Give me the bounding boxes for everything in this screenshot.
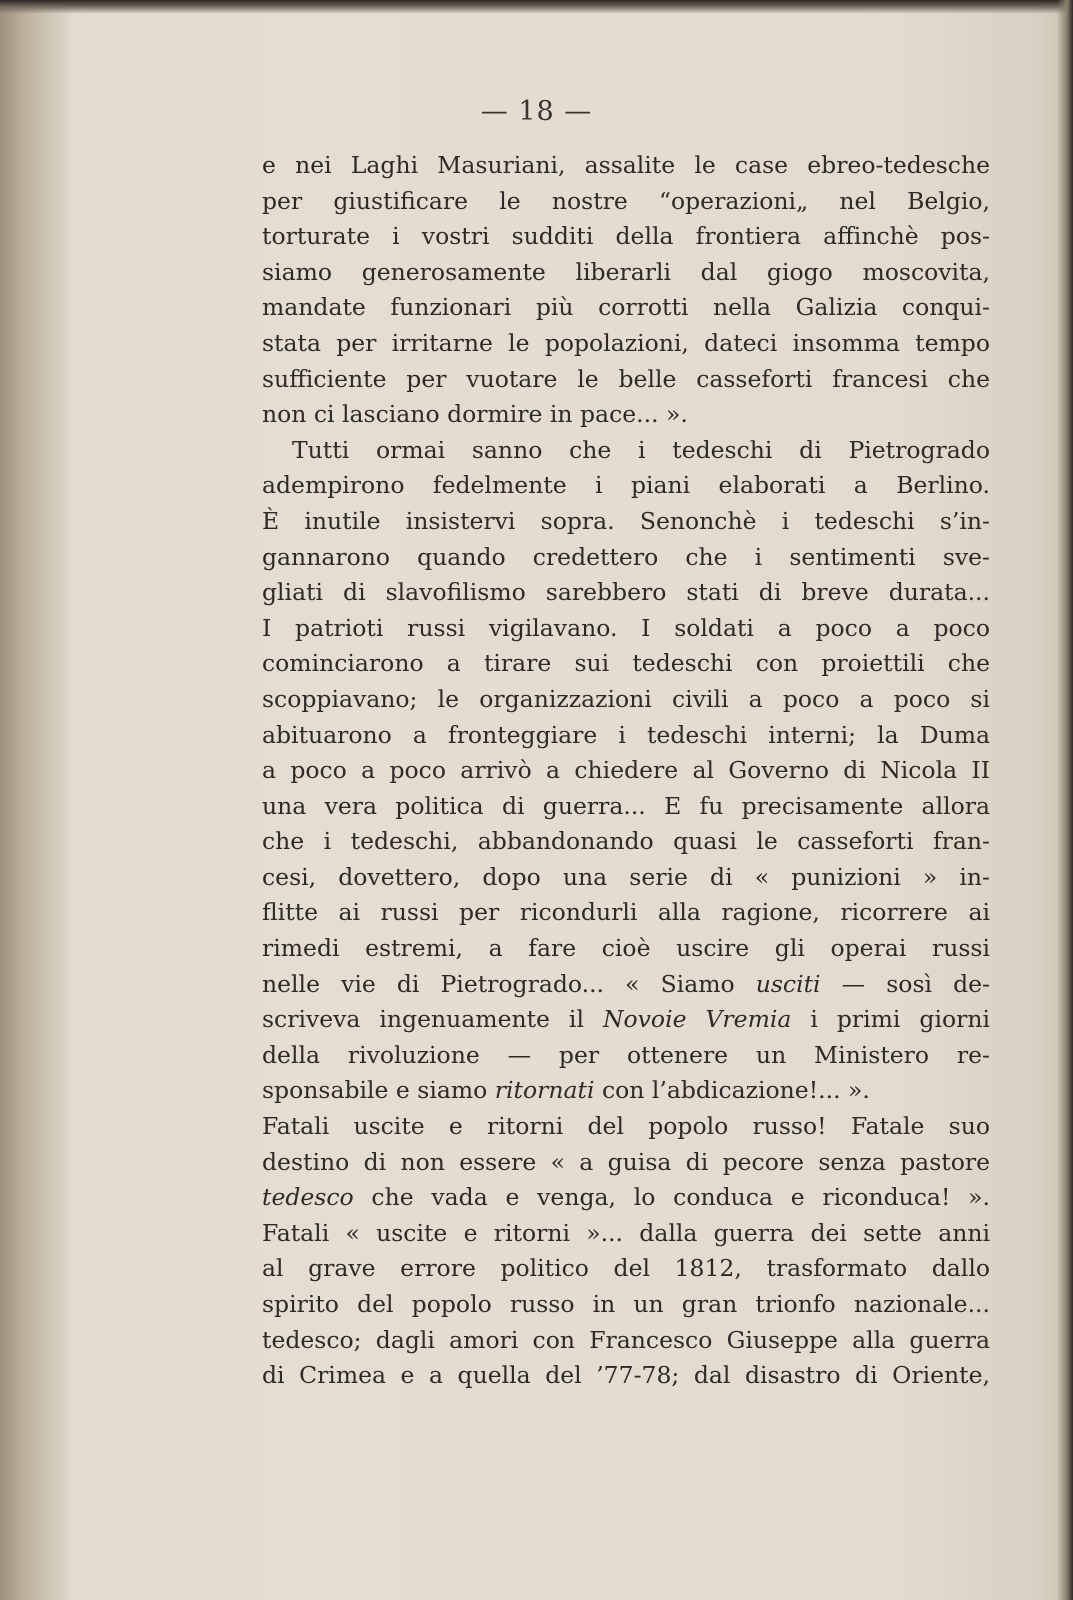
text-line: rimedi estremi, a fare cioè uscire gli operai russi — [262, 934, 990, 963]
text-line: Fatali « uscite e ritorni »... dalla guerra dei sette anni — [262, 1218, 990, 1247]
page-right-edge — [1057, 0, 1073, 1600]
text-segment: — sosì de- — [820, 969, 990, 998]
text-line: non ci lasciano dormire in pace... ». — [262, 400, 688, 429]
text-segment: scriveva ingenuamente il — [262, 1005, 603, 1034]
text-line: gliati di slavofilismo sarebbero stati di breve durata... — [262, 578, 990, 607]
text-line-mixed — [262, 1180, 990, 1216]
text-line: torturate i vostri sudditi della frontiera affinchè pos- — [262, 222, 990, 251]
italic-segment: Novoie Vremia — [602, 1005, 792, 1034]
text-line: sufficiente per vuotare le belle casseforti francesi che — [262, 364, 990, 393]
text-line: e nei Laghi Masuriani, assalite le case ebreo-tedesche — [262, 151, 990, 179]
page-gutter-shadow — [0, 0, 70, 1600]
body-text — [262, 148, 990, 1394]
italic-segment: usciti — [755, 969, 821, 998]
text-line: siamo generosamente liberarli dal giogo moscovita, — [262, 257, 990, 286]
text-line: cesi, dovettero, dopo una serie di « punizioni » in- — [262, 862, 990, 891]
page-top-edge — [0, 0, 1073, 14]
paragraph-start-line: Tutti ormai sanno che i tedeschi di Pietrogrado — [292, 435, 990, 464]
text-line: Fatali uscite e ritorni del popolo russo! Fatale suo — [262, 1112, 990, 1141]
text-segment: nelle vie di Pietrogrado... « Siamo — [262, 969, 756, 998]
text-line-mixed — [262, 1002, 990, 1038]
text-line: abituarono a fronteggiare i tedeschi interni; la Duma — [262, 720, 990, 749]
text-line: cominciarono a tirare sui tedeschi con proiettili che — [262, 649, 990, 678]
text-line: al grave errore politico del 1812, trasformato dallo — [262, 1254, 990, 1283]
text-line: È inutile insistervi sopra. Senonchè i tedeschi s’in- — [262, 506, 990, 535]
text-line: una vera politica di guerra... E fu precisamente allora — [262, 791, 990, 820]
text-segment: che vada e venga, lo conduca e riconduca! ». — [353, 1183, 990, 1212]
text-line: adempirono fedelmente i piani elaborati a Berlino. — [262, 471, 990, 500]
text-line: per giustificare le nostre “operazioni„ nel Belgio, — [262, 186, 990, 215]
text-line: della rivoluzione — per ottenere un Ministero re- — [262, 1040, 990, 1069]
text-line: di Crimea e a quella del ’77-78; dal disastro di Oriente, — [262, 1361, 990, 1390]
text-segment: i primi giorni — [791, 1005, 990, 1034]
text-line: tedesco; dagli amori con Francesco Giuseppe alla guerra — [262, 1325, 990, 1354]
italic-segment: ritornati — [494, 1076, 595, 1105]
text-line: che i tedeschi, abbandonando quasi le casseforti fran- — [262, 827, 990, 856]
text-line-mixed — [262, 1073, 990, 1109]
text-line: gannarono quando credettero che i sentimenti sve- — [262, 542, 990, 571]
text-segment: con l’abdicazione!... ». — [594, 1076, 870, 1105]
text-line: spirito del popolo russo in un gran trionfo nazionale... — [262, 1290, 990, 1318]
italic-segment: tedesco — [262, 1183, 354, 1212]
text-line: destino di non essere « a guisa di pecore senza pastore — [262, 1147, 990, 1176]
page-number: — 18 — — [480, 96, 593, 127]
text-line: scoppiavano; le organizzazioni civili a poco a poco si — [262, 684, 990, 713]
text-line: stata per irritarne le popolazioni, dateci insomma tempo — [262, 328, 990, 357]
text-line: mandate funzionari più corrotti nella Galizia conqui- — [262, 293, 990, 322]
text-line: flitte ai russi per ricondurli alla ragione, ricorrere ai — [262, 898, 990, 927]
text-line-mixed — [262, 967, 990, 1003]
text-segment: sponsabile e siamo — [262, 1076, 495, 1105]
text-line: I patrioti russi vigilavano. I soldati a poco a poco — [262, 613, 990, 642]
text-line: a poco a poco arrivò a chiedere al Governo di Nicola II — [262, 756, 990, 785]
